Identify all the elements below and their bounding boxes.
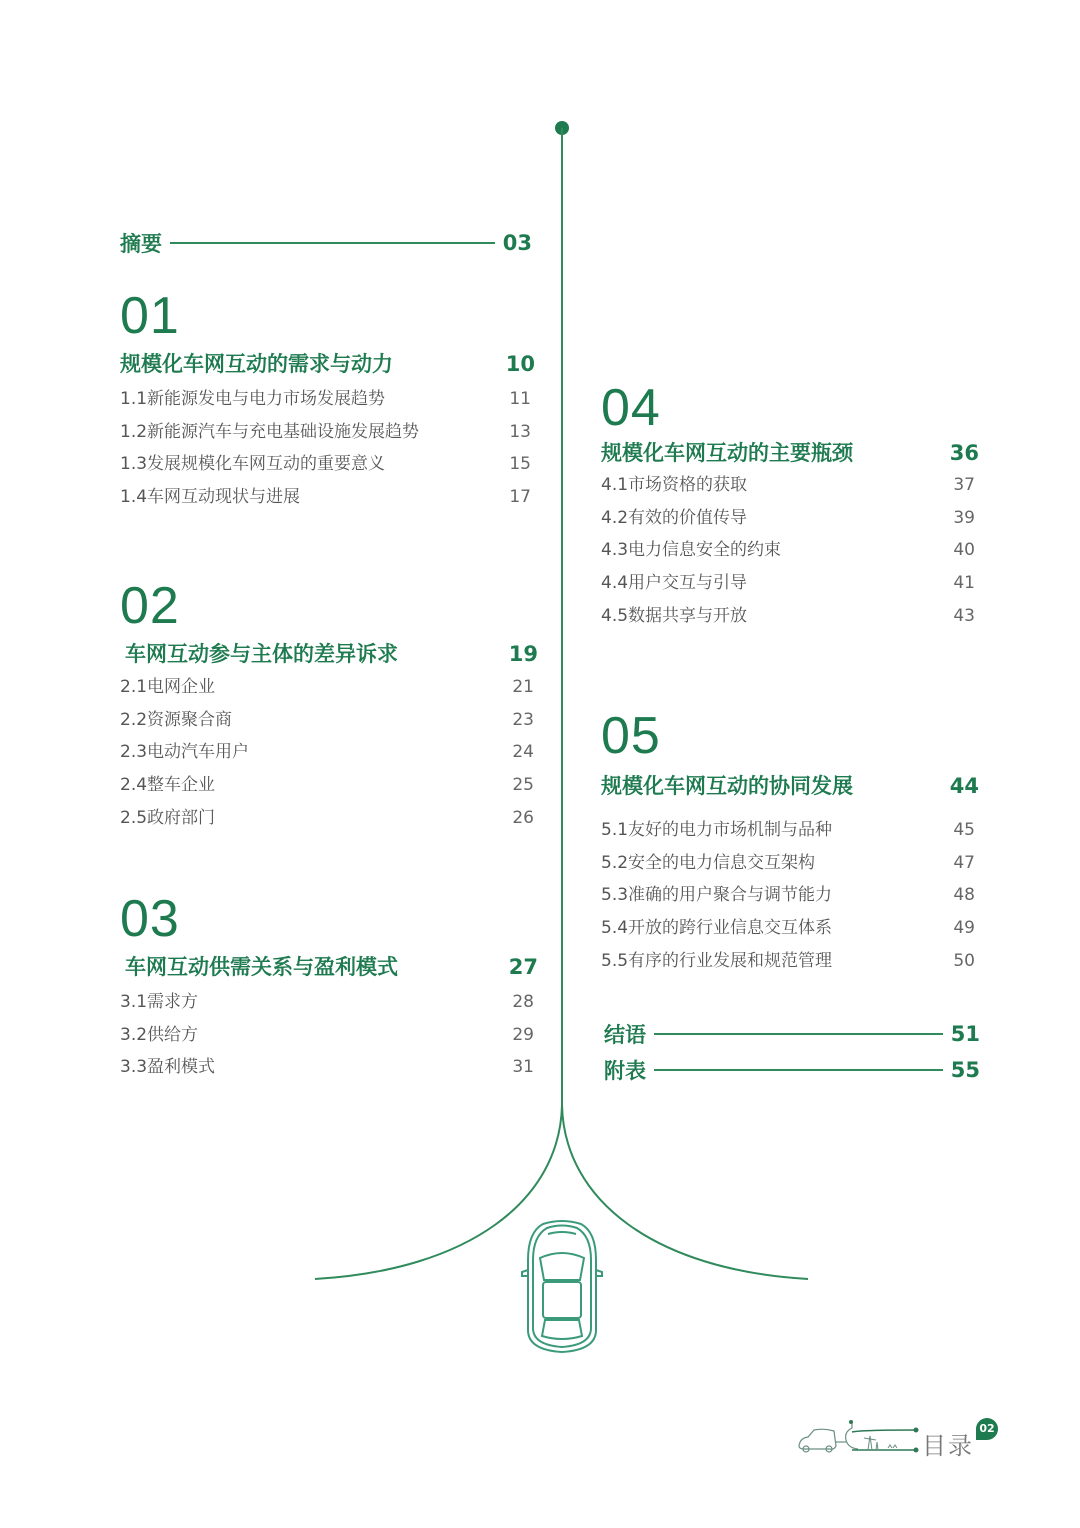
entry-page: 41	[953, 573, 975, 594]
entry-page: 45	[953, 820, 975, 840]
chapter-number: 04	[601, 379, 661, 437]
entry-page: 43	[953, 605, 975, 626]
entry-page: 11	[509, 389, 531, 409]
entry-label: 2.3电动汽车用户	[120, 742, 250, 763]
entry-label: 5.4开放的跨行业信息交互体系	[601, 918, 833, 939]
toc-entry[interactable]	[601, 814, 979, 847]
entry-label: 2.4整车企业	[120, 775, 216, 796]
entry-label: 3.1需求方	[120, 992, 199, 1012]
appendix-page: 55	[950, 1058, 980, 1082]
toc-entry[interactable]	[120, 986, 538, 1019]
chapter-title-row[interactable]	[120, 951, 538, 981]
toc-entry[interactable]	[120, 448, 535, 481]
entry-page: 26	[512, 807, 534, 828]
entry-page: 23	[512, 709, 534, 730]
chapter-title: 规模化车网互动的需求与动力	[120, 352, 393, 376]
toc-entry[interactable]	[120, 671, 538, 704]
ev-grid-icon	[796, 1418, 921, 1462]
leader-line	[170, 242, 495, 244]
chapter-01	[120, 287, 535, 514]
entry-page: 39	[953, 507, 975, 528]
chapter-page: 36	[949, 441, 979, 465]
toc-entry[interactable]	[120, 481, 535, 514]
toc-entry[interactable]	[601, 945, 979, 978]
toc-entry[interactable]	[120, 736, 538, 769]
entry-label: 1.2新能源汽车与充电基础设施发展趋势	[120, 421, 420, 442]
entry-label: 5.2安全的电力信息交互架构	[601, 852, 816, 873]
leader-line	[654, 1033, 943, 1035]
chapter-page: 27	[508, 955, 538, 979]
toc-appendix-row[interactable]	[604, 1055, 980, 1085]
toc-entry[interactable]	[120, 1051, 538, 1084]
footer-section-label: 目录	[922, 1432, 974, 1460]
entry-label: 1.1新能源发电与电力市场发展趋势	[120, 389, 386, 409]
entry-page: 37	[953, 475, 975, 495]
toc-entry[interactable]	[601, 502, 979, 535]
entry-page: 13	[509, 421, 531, 442]
toc-entry[interactable]	[601, 912, 979, 945]
entry-label: 4.5数据共享与开放	[601, 605, 748, 626]
entry-page: 24	[512, 742, 534, 763]
footer	[796, 1418, 1006, 1462]
entry-page: 17	[509, 487, 531, 508]
toc-entry[interactable]	[120, 1019, 538, 1052]
chapter-number: 02	[120, 577, 180, 635]
chapter-03	[120, 890, 538, 1084]
appendix-label: 附表	[604, 1059, 646, 1083]
entry-label: 3.3盈利模式	[120, 1057, 216, 1078]
entry-page: 48	[953, 885, 975, 906]
entry-label: 2.1电网企业	[120, 677, 216, 697]
entry-label: 5.1友好的电力市场机制与品种	[601, 820, 833, 840]
toc-entry[interactable]	[601, 847, 979, 880]
entry-label: 3.2供给方	[120, 1024, 199, 1045]
toc-entry[interactable]	[601, 567, 979, 600]
chapter-title: 规模化车网互动的主要瓶颈	[601, 441, 853, 465]
entry-page: 40	[953, 540, 975, 561]
entry-label: 4.4用户交互与引导	[601, 573, 748, 594]
entry-label: 4.2有效的价值传导	[601, 507, 748, 528]
leader-line	[654, 1069, 943, 1071]
toc-entry[interactable]	[601, 879, 979, 912]
chapter-page: 44	[949, 774, 979, 798]
entry-label: 5.3准确的用户聚合与调节能力	[601, 885, 833, 906]
chapter-page: 10	[505, 352, 535, 376]
entry-page: 25	[512, 775, 534, 796]
entry-page: 31	[512, 1057, 534, 1078]
toc-entry[interactable]	[601, 469, 979, 502]
entry-label: 4.1市场资格的获取	[601, 475, 748, 495]
chapter-title: 规模化车网互动的协同发展	[601, 774, 853, 798]
toc-summary-row[interactable]	[120, 228, 532, 258]
toc-entry[interactable]	[120, 704, 538, 737]
toc-conclusion-row[interactable]	[604, 1019, 980, 1049]
entry-label: 2.5政府部门	[120, 807, 216, 828]
entry-page: 50	[953, 950, 975, 971]
entry-page: 15	[509, 454, 531, 475]
chapter-05	[601, 707, 979, 977]
entry-page: 28	[512, 992, 534, 1012]
entry-label: 4.3电力信息安全的约束	[601, 540, 782, 561]
chapter-02	[120, 577, 538, 834]
entry-page: 29	[512, 1024, 534, 1045]
conclusion-page: 51	[950, 1022, 980, 1046]
toc-entry[interactable]	[120, 383, 535, 416]
car-top-view-icon	[522, 1221, 602, 1352]
chapter-page: 19	[508, 642, 538, 666]
chapter-title-row[interactable]	[120, 348, 535, 378]
chapter-04	[601, 379, 979, 632]
page-badge: 02	[976, 1418, 998, 1440]
chapter-title: 车网互动供需关系与盈利模式	[125, 955, 398, 979]
chapter-title-row[interactable]	[120, 638, 538, 668]
chapter-title-row[interactable]	[601, 770, 979, 800]
toc-entry[interactable]	[601, 600, 979, 633]
toc-entry[interactable]	[120, 802, 538, 835]
entry-label: 1.4车网互动现状与进展	[120, 487, 301, 508]
chapter-number: 03	[120, 890, 180, 948]
toc-entry[interactable]	[601, 534, 979, 567]
toc-entry[interactable]	[120, 769, 538, 802]
entry-page: 47	[953, 852, 975, 873]
entry-label: 2.2资源聚合商	[120, 709, 233, 730]
entry-label: 1.3发展规模化车网互动的重要意义	[120, 454, 386, 475]
summary-label: 摘要	[120, 232, 162, 256]
chapter-number: 05	[601, 707, 661, 765]
conclusion-label: 结语	[604, 1023, 646, 1047]
chapter-title: 车网互动参与主体的差异诉求	[125, 642, 398, 666]
chapter-number: 01	[120, 287, 180, 345]
entry-label: 5.5有序的行业发展和规范管理	[601, 950, 833, 971]
summary-page: 03	[502, 231, 532, 255]
chapter-title-row[interactable]	[601, 437, 979, 467]
entry-page: 49	[953, 918, 975, 939]
entry-page: 21	[512, 677, 534, 697]
toc-entry[interactable]	[120, 416, 535, 449]
